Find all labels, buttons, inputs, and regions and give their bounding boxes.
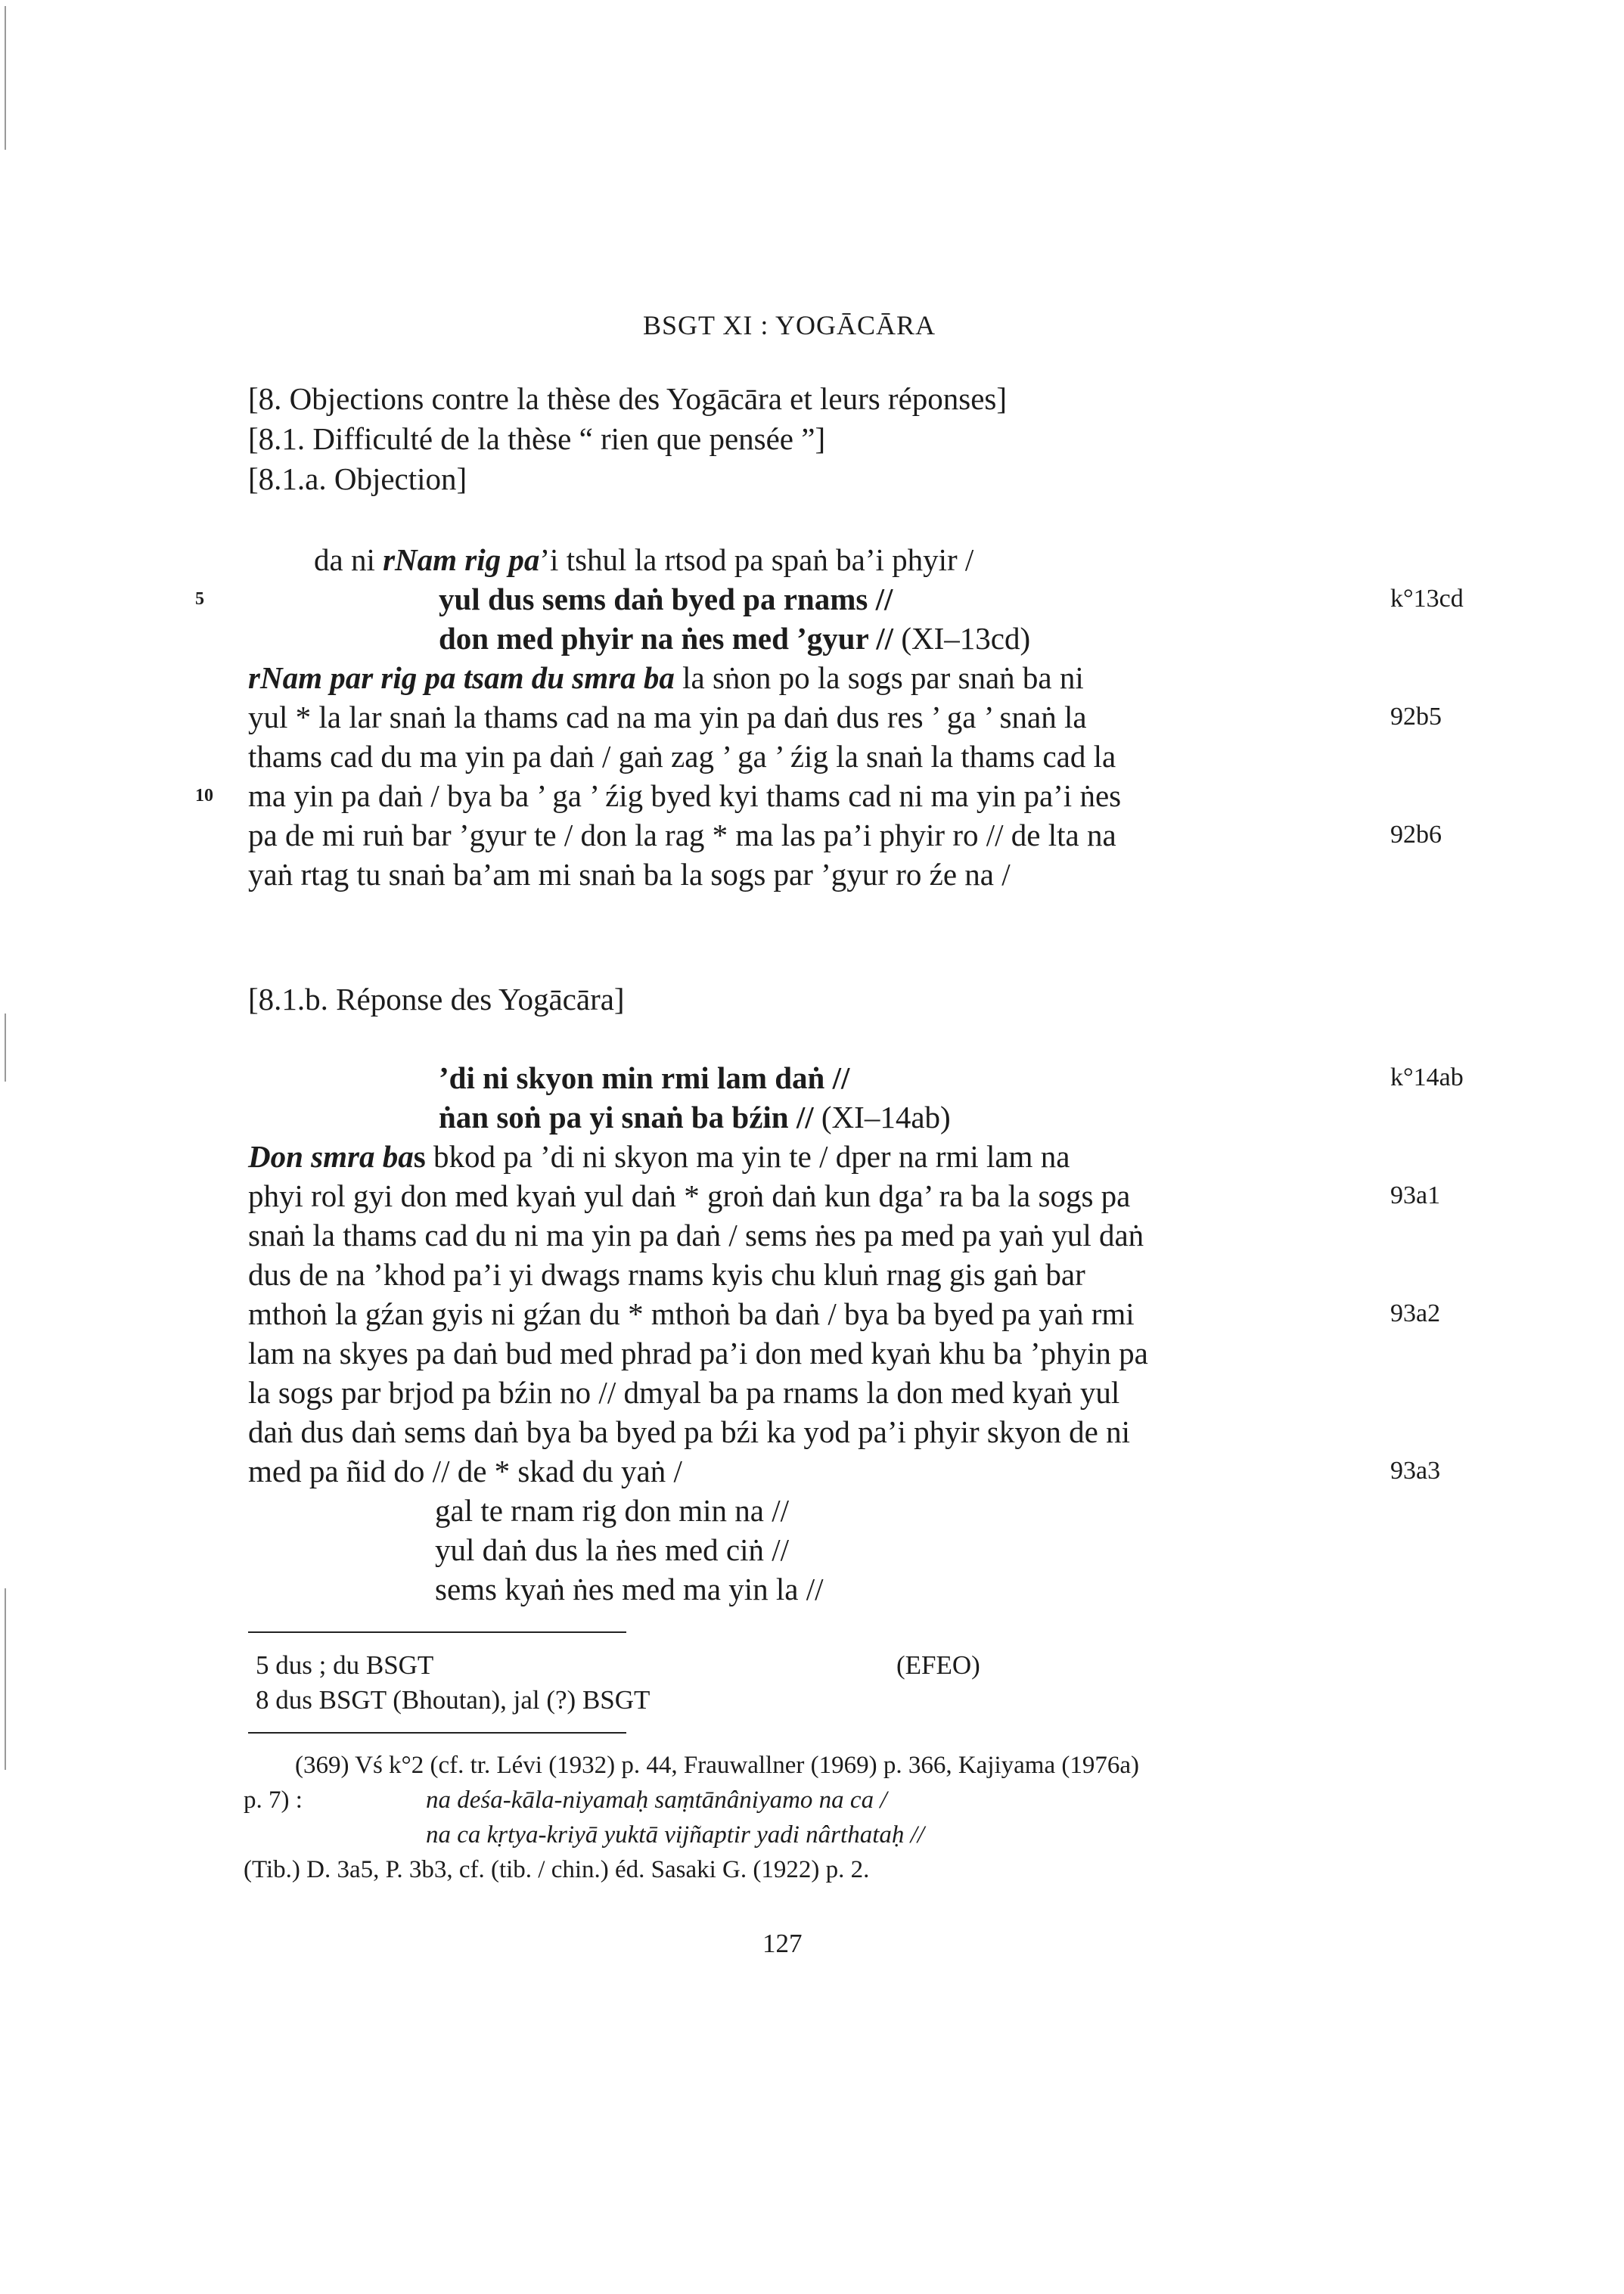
verse-13d (439, 619, 1030, 657)
margin-ref-93a3: 93a3 (1390, 1457, 1441, 1485)
commentary-b-line-5: mthoṅ la gźan gyis ni gźan du * mthoṅ ba daṅ / bya ba byed pa yaṅ rmi (248, 1296, 1135, 1331)
commentary-b-line-1-rest: bkod pa ’di ni skyon ma yin te / dper na rmi lam na (425, 1139, 1070, 1174)
heading-8-1-b: [8.1.b. Réponse des Yogācāra] (248, 982, 625, 1017)
margin-ref-k14ab: k°14ab (1390, 1063, 1464, 1091)
commentary-b-line-6: lam na skyes pa daṅ bud med phrad pa’i don med kyaṅ khu ba ’phyin pa (248, 1336, 1148, 1371)
commentary-b-line-2: phyi rol gyi don med kyaṅ yul daṅ * groṅ daṅ kun dga’ ra ba la sogs pa (248, 1178, 1131, 1213)
heading-8-1: [8.1. Difficulté de la thèse “ rien que pensée ”] (248, 421, 826, 456)
running-title: BSGT XI : YOGĀCĀRA (643, 310, 936, 340)
commentary-lead-term: rNam par rig pa tsam du smra ba (248, 660, 675, 695)
commentary-b-line-3: snaṅ la thams cad du ni ma yin pa daṅ / sems ṅes pa med pa yaṅ yul daṅ (248, 1218, 1144, 1253)
margin-ref-93a2: 93a2 (1390, 1299, 1441, 1327)
intro-pre: da ni (314, 542, 383, 577)
scan-edge-line (5, 6, 6, 150)
verse-14b-text: ṅan soṅ pa yi snaṅ ba bźin // (439, 1100, 814, 1135)
quoted-verse-line-1: gal te rnam rig don min na // (435, 1493, 789, 1528)
verse-13d-text: don med phyir na ṅes med ’gyur // (439, 621, 894, 656)
commentary-a-line-3: thams cad du ma yin pa daṅ / gaṅ zag ’ ga ’ źig la snaṅ la thams cad la (248, 739, 1116, 774)
commentary-a-line-1 (248, 659, 1084, 697)
commentary-a-line-4: ma yin pa daṅ / bya ba ’ ga ’ źig byed kyi thams cad ni ma yin pa’i ṅes (248, 778, 1122, 813)
commentary-b-line-1 (248, 1138, 1070, 1175)
intro-post: ’i tshul la rtsod pa spaṅ ba’i phyir / (539, 542, 974, 577)
footnote-369-line-1: (369) Vś k°2 (cf. tr. Lévi (1932) p. 44, Frauwallner (1969) p. 366, Kajiyama (1976a) (295, 1752, 1139, 1779)
heading-8: [8. Objections contre la thèse des Yogācāra et leurs réponses] (248, 381, 1008, 416)
verse-14b-citation: (XI–14ab) (813, 1100, 951, 1135)
commentary-b-line-8: daṅ dus daṅ sems daṅ bya ba byed pa bźi ka yod pa’i phyir skyon de ni (248, 1414, 1130, 1449)
line-number-10: 10 (195, 786, 213, 806)
quoted-verse-line-2: yul daṅ dus la ṅes med ciṅ // (435, 1532, 789, 1567)
footnote-rule (248, 1732, 626, 1734)
intro-term: rNam rig pa (383, 542, 540, 577)
margin-ref-92b6: 92b6 (1390, 821, 1442, 849)
heading-8-1-a: [8.1.a. Objection] (248, 461, 467, 496)
footnote-369-line-2-label: p. 7) : (244, 1786, 303, 1814)
margin-ref-k13cd: k°13cd (1390, 585, 1464, 613)
commentary-b-lead-suffix: s (413, 1139, 426, 1174)
apparatus-rule (248, 1631, 626, 1633)
verse-14a: ’di ni skyon min rmi lam daṅ // (439, 1060, 850, 1095)
section-a-intro (314, 541, 973, 579)
commentary-a-line-5: pa de mi ruṅ bar ’gyur te / don la rag * ma las pa’i phyir ro // de lta na (248, 818, 1116, 852)
footnote-369-verse-1: na deśa-kāla-niyamaḥ saṃtānâniyamo na ca / (426, 1786, 887, 1814)
page-number: 127 (762, 1929, 803, 1958)
scan-edge-line (5, 1014, 6, 1082)
scan-edge-line (5, 1588, 6, 1770)
apparatus-source: (EFEO) (896, 1650, 980, 1680)
commentary-b-line-7: la sogs par brjod pa bźin no // dmyal ba pa rnams la don med kyaṅ yul (248, 1375, 1120, 1410)
line-number-5: 5 (195, 589, 204, 609)
verse-14b (439, 1098, 951, 1136)
commentary-b-line-9: med pa ñid do // de * skad du yaṅ / (248, 1454, 682, 1488)
commentary-b-line-4: dus de na ’khod pa’i yi dwags rnams kyis chu kluṅ rnag gis gaṅ bar (248, 1257, 1085, 1292)
commentary-a-line-2: yul * la lar snaṅ la thams cad na ma yin pa daṅ dus res ’ ga ’ snaṅ la (248, 700, 1087, 734)
verse-13d-citation: (XI–13cd) (893, 621, 1031, 656)
apparatus-line-1: 5 dus ; du BSGT (256, 1650, 434, 1680)
margin-ref-93a1: 93a1 (1390, 1181, 1441, 1209)
footnote-369-line-4: (Tib.) D. 3a5, P. 3b3, cf. (tib. / chin.) éd. Sasaki G. (1922) p. 2. (244, 1856, 870, 1883)
footnote-369-verse-2: na ca kṛtya-kriyā yuktā vijñaptir yadi nârthataḥ // (426, 1821, 924, 1849)
commentary-b-lead-term: Don smra ba (248, 1139, 414, 1174)
quoted-verse-line-3: sems kyaṅ ṅes med ma yin la // (435, 1572, 824, 1606)
apparatus-line-2: 8 dus BSGT (Bhoutan), jal (?) BSGT (256, 1685, 651, 1715)
commentary-a-line-6: yaṅ rtag tu snaṅ ba’am mi snaṅ ba la sogs par ’gyur ro źe na / (248, 857, 1011, 892)
margin-ref-92b5: 92b5 (1390, 703, 1442, 731)
commentary-a-line-1-rest: la sṅon po la sogs par snaṅ ba ni (674, 660, 1084, 695)
verse-13c: yul dus sems daṅ byed pa rnams // (439, 582, 893, 616)
